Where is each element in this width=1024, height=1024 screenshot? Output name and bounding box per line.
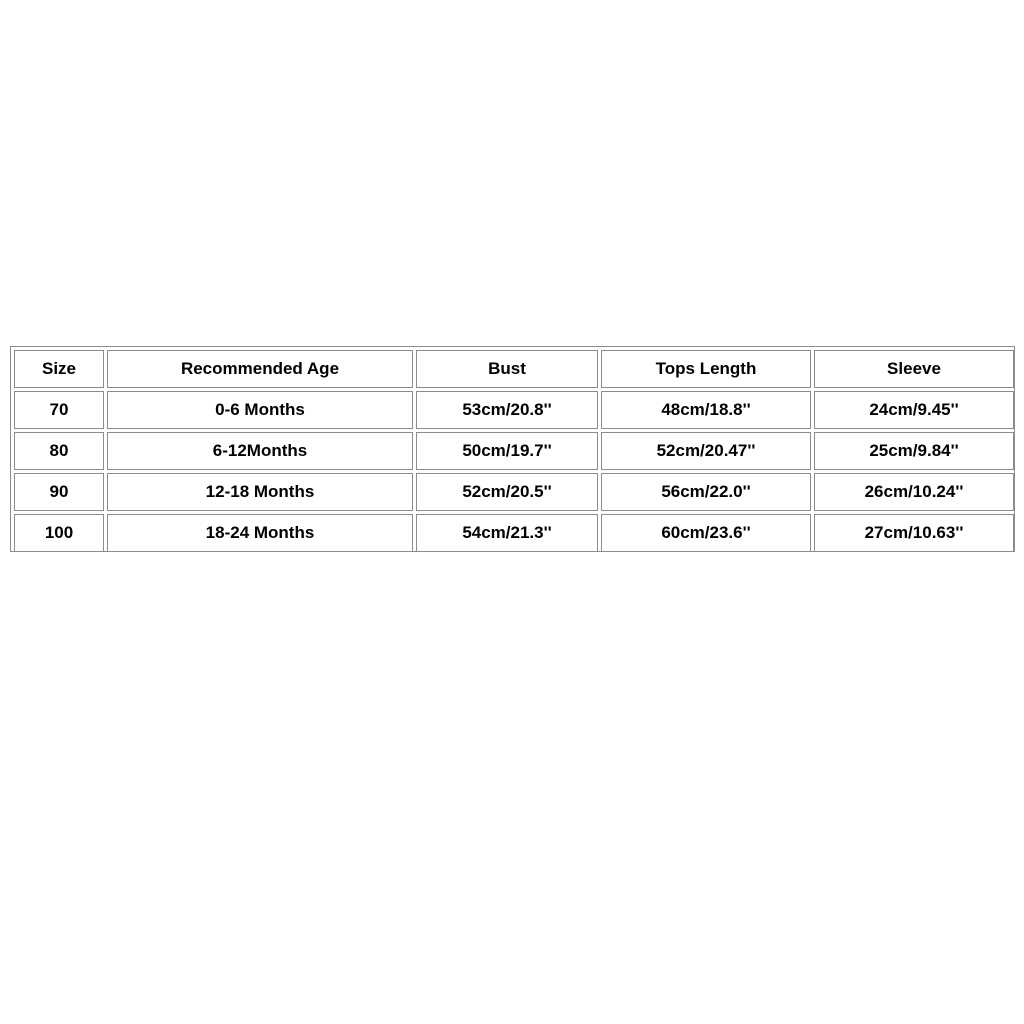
table-row bbox=[14, 514, 1014, 552]
cell-sleeve: 25cm/9.84'' bbox=[814, 432, 1014, 470]
cell-recommended-age: 12-18 Months bbox=[107, 473, 413, 511]
size-chart bbox=[10, 346, 1015, 552]
cell-size: 70 bbox=[14, 391, 104, 429]
header-tops-length: Tops Length bbox=[601, 350, 811, 388]
cell-bust: 52cm/20.5'' bbox=[416, 473, 598, 511]
header-sleeve: Sleeve bbox=[814, 350, 1014, 388]
table-row bbox=[14, 432, 1014, 470]
cell-sleeve: 27cm/10.63'' bbox=[814, 514, 1014, 552]
cell-recommended-age: 18-24 Months bbox=[107, 514, 413, 552]
header-size: Size bbox=[14, 350, 104, 388]
cell-tops-length: 52cm/20.47'' bbox=[601, 432, 811, 470]
cell-tops-length: 48cm/18.8'' bbox=[601, 391, 811, 429]
cell-sleeve: 24cm/9.45'' bbox=[814, 391, 1014, 429]
cell-size: 90 bbox=[14, 473, 104, 511]
header-bust: Bust bbox=[416, 350, 598, 388]
cell-bust: 53cm/20.8'' bbox=[416, 391, 598, 429]
cell-size: 80 bbox=[14, 432, 104, 470]
table-row bbox=[14, 391, 1014, 429]
cell-bust: 50cm/19.7'' bbox=[416, 432, 598, 470]
cell-tops-length: 56cm/22.0'' bbox=[601, 473, 811, 511]
size-table bbox=[11, 347, 1017, 555]
table-row bbox=[14, 473, 1014, 511]
cell-bust: 54cm/21.3'' bbox=[416, 514, 598, 552]
cell-sleeve: 26cm/10.24'' bbox=[814, 473, 1014, 511]
table-header-row bbox=[14, 350, 1014, 388]
cell-size: 100 bbox=[14, 514, 104, 552]
header-recommended-age: Recommended Age bbox=[107, 350, 413, 388]
cell-recommended-age: 0-6 Months bbox=[107, 391, 413, 429]
cell-tops-length: 60cm/23.6'' bbox=[601, 514, 811, 552]
cell-recommended-age: 6-12Months bbox=[107, 432, 413, 470]
